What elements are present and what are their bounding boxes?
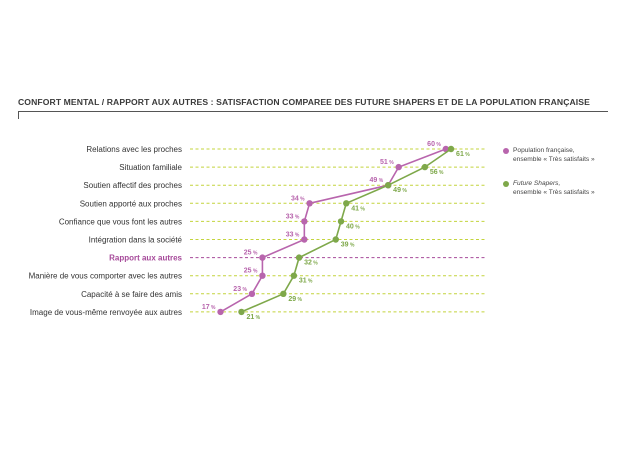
value-label-future-rapport-aux-autres: 32 % <box>304 259 318 267</box>
value-label-population-confiance-que-vous-font-les-autres: 33 % <box>285 213 300 221</box>
category-label-situation-familiale: Situation familiale <box>119 163 182 173</box>
value-label-population-maniere-de-vous-comporter-avec-les-autres: 25 % <box>243 267 258 275</box>
category-label-integration-dans-la-societe: Intégration dans la société <box>88 235 182 245</box>
point-population-situation-familiale <box>395 164 401 170</box>
value-label-future-integration-dans-la-societe: 39 % <box>340 241 355 249</box>
legend-marker-future <box>503 181 509 187</box>
category-label-image-de-vous-meme-renvoyee-aux-autres: Image de vous-même renvoyée aux autres <box>29 307 182 317</box>
category-label-relations-avec-les-proches: Relations avec les proches <box>86 145 182 154</box>
series-line-future <box>241 149 451 312</box>
category-label-capacite-a-se-faire-des-amis: Capacité à se faire des amis <box>81 289 182 299</box>
category-label-maniere-de-vous-comporter-avec-les-autres: Manière de vous comporter avec les autres <box>28 271 182 281</box>
value-label-future-soutien-apporte-aux-proches: 41 % <box>351 205 365 213</box>
chart-title: CONFORT MENTAL / RAPPORT AUX AUTRES : SATISFACTION COMPAREE DES FUTURE SHAPERS ET DE LA POPULATION FRANÇAISE <box>18 97 590 107</box>
point-future-confiance-que-vous-font-les-autres <box>338 218 344 224</box>
legend-label-population-2: ensemble « Très satisfaits » <box>513 156 595 163</box>
category-label-soutien-apporte-aux-proches: Soutien apporté aux proches <box>79 199 182 209</box>
point-future-capacite-a-se-faire-des-amis <box>280 291 286 297</box>
point-population-confiance-que-vous-font-les-autres <box>301 218 307 224</box>
category-label-rapport-aux-autres: Rapport aux autres <box>109 253 182 263</box>
legend-label-future-1: Future Shapers, <box>513 180 561 187</box>
value-label-population-integration-dans-la-societe: 33 % <box>285 231 300 239</box>
legend-marker-population <box>503 148 509 154</box>
legend-item-population <box>503 146 595 164</box>
point-future-image-de-vous-meme-renvoyee-aux-autres <box>238 309 244 315</box>
point-population-integration-dans-la-societe <box>301 236 307 242</box>
legend-item-future <box>503 179 595 197</box>
point-population-soutien-apporte-aux-proches <box>306 200 312 206</box>
value-label-population-situation-familiale: 51 % <box>380 159 394 167</box>
value-label-future-confiance-que-vous-font-les-autres: 40 % <box>346 223 360 231</box>
point-population-capacite-a-se-faire-des-amis <box>249 291 255 297</box>
point-future-relations-avec-les-proches <box>448 146 454 152</box>
point-population-image-de-vous-meme-renvoyee-aux-autres <box>217 309 223 315</box>
point-future-integration-dans-la-societe <box>333 236 339 242</box>
value-label-population-capacite-a-se-faire-des-amis: 23 % <box>233 285 247 293</box>
value-label-population-rapport-aux-autres: 25 % <box>243 249 258 257</box>
point-future-soutien-affectif-des-proches <box>385 182 391 188</box>
value-label-future-capacite-a-se-faire-des-amis: 29 % <box>288 295 303 303</box>
point-future-maniere-de-vous-comporter-avec-les-autres <box>291 273 297 279</box>
point-future-rapport-aux-autres <box>296 254 302 260</box>
point-future-situation-familiale <box>422 164 428 170</box>
value-label-future-soutien-affectif-des-proches: 49 % <box>393 187 407 195</box>
legend-label-future-2: ensemble « Très satisfaits » <box>513 189 595 196</box>
value-label-future-maniere-de-vous-comporter-avec-les-autres: 31 % <box>298 277 313 285</box>
category-label-confiance-que-vous-font-les-autres: Confiance que vous font les autres <box>58 217 182 227</box>
value-label-population-soutien-apporte-aux-proches: 34 % <box>290 195 305 203</box>
value-label-population-image-de-vous-meme-renvoyee-aux-autres: 17 % <box>201 303 216 311</box>
point-population-maniere-de-vous-comporter-avec-les-autres <box>259 273 265 279</box>
value-label-future-situation-familiale: 56 % <box>429 169 444 177</box>
value-label-population-relations-avec-les-proches: 60 % <box>427 141 441 148</box>
point-population-rapport-aux-autres <box>259 254 265 260</box>
value-label-future-image-de-vous-meme-renvoyee-aux-autres: 21 % <box>246 313 261 321</box>
value-label-future-relations-avec-les-proches: 61 % <box>456 151 470 158</box>
point-future-soutien-apporte-aux-proches <box>343 200 349 206</box>
value-label-population-soutien-affectif-des-proches: 49 % <box>369 177 384 185</box>
legend-label-population-1: Population française, <box>513 147 575 154</box>
category-label-soutien-affectif-des-proches: Soutien affectif des proches <box>83 181 182 191</box>
